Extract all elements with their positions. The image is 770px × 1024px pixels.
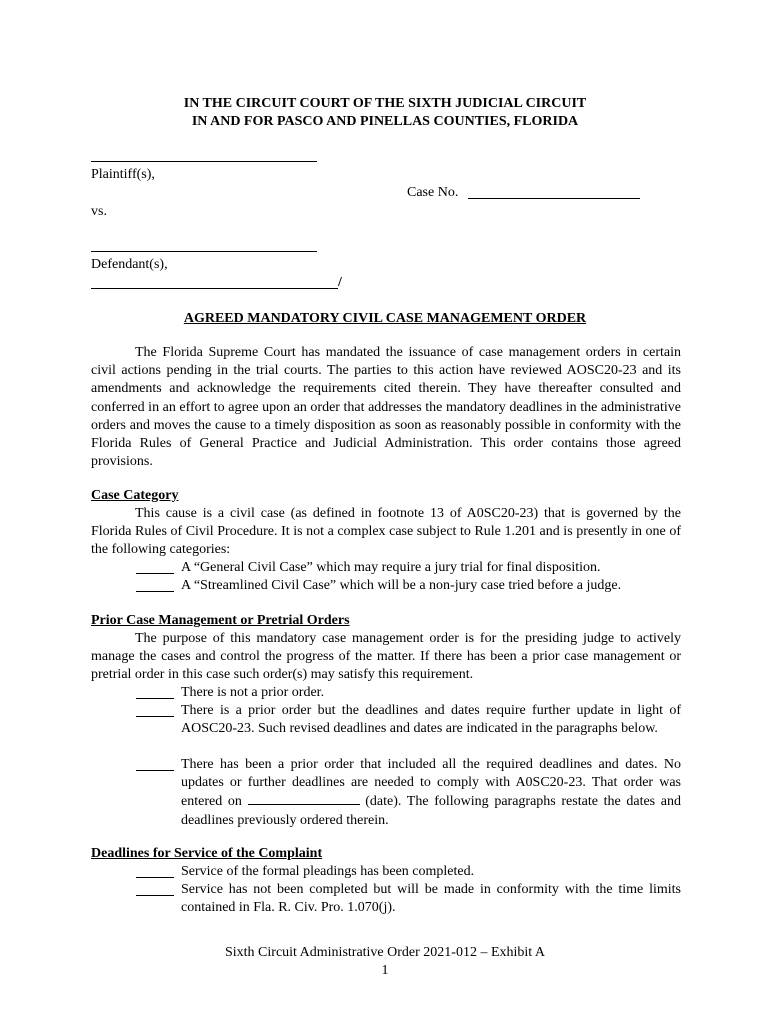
caption-slash: / xyxy=(338,275,342,290)
intro-paragraph: The Florida Supreme Court has mandated the issuance of case management orders in certain civil actions pending in the trial courts. The parties to this action have reviewed AOSC20-23 and its amendments and acknowledge the requirements cited therein. They have thereafter consulted and conferred in an effort to agree upon an order that addresses the mandatory deadlines in the administrative orders and moves the cause to a timely disposition as soon as reasonably possible in conformity with the Florida Rules of General Practice and Judicial Administration. This order contains those agreed provisions. xyxy=(91,345,681,470)
option-text xyxy=(181,756,681,830)
defendant-name-blank[interactable] xyxy=(91,251,317,252)
prior-orders-option-complete xyxy=(136,756,681,830)
checkbox-blank[interactable] xyxy=(136,877,174,878)
option-text: There is not a prior order. xyxy=(181,685,325,700)
prior-orders-option-none xyxy=(136,684,681,702)
prior-orders-heading: Prior Case Management or Pretrial Orders xyxy=(91,613,350,628)
order-date-blank[interactable] xyxy=(248,792,360,805)
vs-label: vs. xyxy=(91,204,107,219)
plaintiff-name-blank[interactable] xyxy=(91,161,317,162)
court-header-line-1: IN THE CIRCUIT COURT OF THE SIXTH JUDICIAL CIRCUIT xyxy=(183,96,587,111)
checkbox-blank[interactable] xyxy=(136,591,174,592)
plaintiff-label: Plaintiff(s), xyxy=(91,167,155,182)
option-text: A “Streamlined Civil Case” which will be a non-jury case tried before a judge. xyxy=(181,578,622,593)
order-title: AGREED MANDATORY CIVIL CASE MANAGEMENT ORDER xyxy=(183,311,587,326)
case-category-option-general xyxy=(136,559,681,577)
checkbox-blank[interactable] xyxy=(136,698,174,699)
court-header-line-2: IN AND FOR PASCO AND PINELLAS COUNTIES, FLORIDA xyxy=(191,114,579,129)
service-option-completed xyxy=(136,863,681,881)
prior-orders-option-update xyxy=(136,702,681,738)
option-text: There is a prior order but the deadlines and dates require further update in light of AOSC20-23. Such revised deadlines and dates are indicated in the paragraphs below. xyxy=(181,703,681,737)
checkbox-blank[interactable] xyxy=(136,895,174,896)
service-heading: Deadlines for Service of the Complaint xyxy=(91,846,323,861)
checkbox-blank[interactable] xyxy=(136,573,174,574)
page-number: 1 xyxy=(381,963,389,978)
checkbox-blank[interactable] xyxy=(136,716,174,717)
caption-closing-line xyxy=(91,288,338,289)
option-text-after: (date). The following paragraphs restate the dates and deadlines previously ordered therein. xyxy=(181,794,682,828)
prior-orders-text: The purpose of this mandatory case management order is for the presiding judge to actively manage the cases and control the progress of the matter. If there has been a prior case management or pretrial order in this case such order(s) may satisfy this requirement. xyxy=(91,631,681,683)
option-text: A “General Civil Case” which may require a jury trial for final disposition. xyxy=(181,560,601,575)
case-number-blank[interactable] xyxy=(468,198,640,199)
case-category-text: This cause is a civil case (as defined in footnote 13 of A0SC20-23) that is governed by the Florida Rules of Civil Procedure. It is not a complex case subject to Rule 1.201 and is presently in one of the following categories: xyxy=(91,506,681,558)
footer-text: Sixth Circuit Administrative Order 2021-012 – Exhibit A xyxy=(224,945,546,960)
defendant-label: Defendant(s), xyxy=(91,257,168,272)
case-category-option-streamlined xyxy=(136,577,681,595)
option-text: Service of the formal pleadings has been completed. xyxy=(181,864,475,879)
checkbox-blank[interactable] xyxy=(136,770,174,771)
option-text: Service has not been completed but will be made in conformity with the time limits contained in Fla. R. Civ. Pro. 1.070(j). xyxy=(181,882,681,916)
service-option-pending xyxy=(136,881,681,917)
case-no-label: Case No. xyxy=(407,185,459,200)
option-text-before: There has been a prior order that included all the required deadlines and dates. No updates or further deadlines are needed to comply with A0SC20-23. That order was entered on xyxy=(181,757,681,810)
case-category-heading: Case Category xyxy=(91,488,179,503)
